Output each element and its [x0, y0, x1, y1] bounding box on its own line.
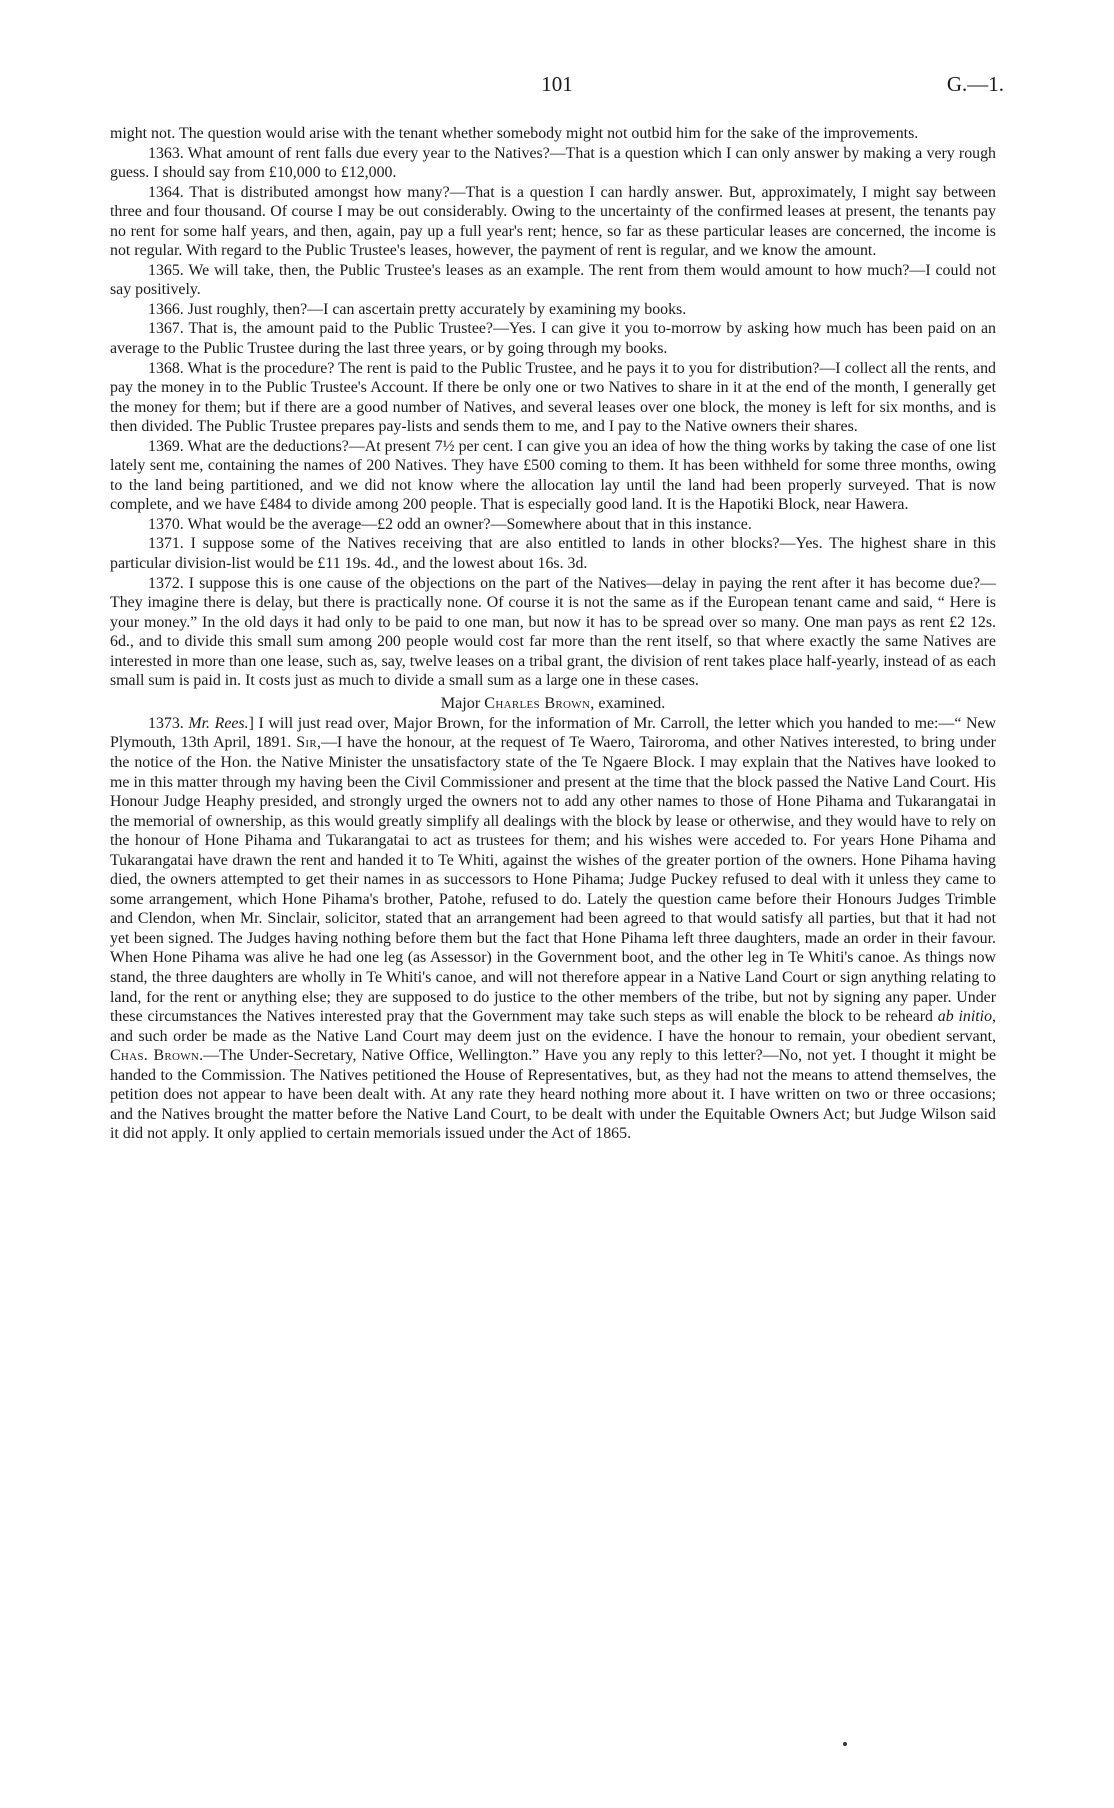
text-segment-b: ,—I have the honour, at the request of Te Waero, Tairoroma, and other Natives interested, to bring under the notice of the Hon. the Native Minister the unsatisfactory state of the Te Ngaere Block. I may explain that the Natives have looked to me in this matter through my having been the Civil Commissioner and present at the time that the block passed the Native Land Court. His Honour Judge Heaphy presided, and strongly urged the owners not to add any other names to those of Hone Pihama and Tukarangatai in the memorial of ownership, as this would greatly simplify all dealings with the block by lease or otherwise, and they would have to rely on the honour of Hone Pihama and Tukarangatai to act as trustees for them; and his wishes were acceded to. For years Hone Pihama and Tukarangatai have drawn the rent and handed it to Te Whiti, against the wishes of the greater portion of the owners. Hone Pihama having died, the owners attempted to get their names in as successors to Hone Pihama; Judge Puckey refused to deal with it unless they came to some arrangement, which Hone Pihama's brother, Patohe, refused to do. Lately the question came before their Honours Judges Trimble and Clendon, when Mr. Sinclair, solicitor, stated that an arrangement had been agreed to that would satisfy all parties, but that it had not yet been signed. The Judges having nothing before them but the fact that Hone Pihama left three daughters, made an order in their favour. When Hone Pihama was alive he had one leg (as Assessor) in the Government boot, and the other leg in Te Whiti's canoe. As things now stand, the three daughters are wholly in Te Whiti's canoe, and will not therefore appear in a Native Land Court or sign anything relating to land, for the rent or anything else; they are supposed to do justice to the other members of the tribe, but not by signing any paper. Under these circumstances the Natives interested pray that the Government may take such steps as will enable the block to be reheard — [110, 734, 996, 1026]
letter-salutation: Sir — [296, 734, 318, 752]
heading-suffix: , examined. — [590, 693, 666, 712]
paragraph-1369: 1369. What are the deductions?—At present 7½ per cent. I can give you an idea of how the thing works by taking the case of one list lately sent me, containing the names of 200 Natives. They have £500 coming to them. It has been withheld for some three months, owing to the land being partitioned, and we did not know where the allocation lay until the land had been properly surveyed. That is now complete, and we have £484 to divide among 200 people. That is especially good land. It is the Hapotiki Block, near Hawera. — [110, 437, 996, 514]
paragraph-1366: 1366. Just roughly, then?—I can ascertain pretty accurately by examining my books. — [148, 300, 687, 318]
paragraph-1373 — [110, 714, 996, 1144]
document-body — [110, 124, 996, 1144]
paragraph-1372: 1372. I suppose this is one cause of the objections on the part of the Natives—delay in paying the rent after it has become due?—They imagine there is delay, but there is practically none. Of course it is not the same as if the European tenant came and said, “ Here is your money.” In the old days it had only to be paid to one man, but now it has to be spread over so many. One man pays as rent £2 12s. 6d., and to divide this small sum among 200 people would cost far more than the rent itself, so that where exactly the same Natives are interested in more than one lease, such as, say, twelve leases on a tribal grant, the division of rent takes place half-yearly, instead of as each small sum is paid in. It costs just as much to divide a small sum as a large one in these cases. — [110, 574, 996, 690]
paragraph-1370: 1370. What would be the average—£2 odd an owner?—Somewhere about that in this instance. — [148, 515, 752, 533]
letter-signature: Chas. Brown — [110, 1047, 200, 1065]
section-heading — [110, 693, 996, 713]
speaker-name: Mr. Rees. — [188, 714, 249, 732]
print-mark — [843, 1742, 847, 1746]
text-segment-c: and such order be made as the Native Land Court may deem just on the evidence. I have the honour to remain, your obedient servant, — [110, 1027, 996, 1045]
paragraph-1367: 1367. That is, the amount paid to the Public Trustee?—Yes. I can give it you to-morrow by asking how much has been paid on an average to the Public Trustee during the last three years, or by going through my books. — [110, 320, 996, 358]
document-reference: G.—1. — [946, 72, 1004, 96]
text-segment-a: ] I will just read over, Major Brown, for the information of Mr. Carroll, the letter which you handed to me:—“ New Plymouth, 13th April, 1891. — [110, 714, 996, 752]
witness-name: Charles Brown — [484, 693, 591, 712]
paragraph-1368: 1368. What is the procedure? The rent is paid to the Public Trustee, and he pays it to you for distribution?—I collect all the rents, and pay the money in to the Public Trustee's Account. If there be only one or two Natives to share in it at the end of the month, I generally get the money for them; but if there are a good number of Natives, and several leases over one block, the money is left for six months, and is then divided. The Public Trustee prepares pay-lists and sends them to me, and I pay to the Native owners their shares. — [110, 359, 996, 436]
paragraph-1371: 1371. I suppose some of the Natives receiving that are also entitled to lands in other blocks?—Yes. The highest share in this particular division-list would be £11 19s. 4d., and the lowest about 16s. 3d. — [110, 535, 996, 573]
page-number: 101 — [541, 72, 573, 96]
paragraph-continuation: might not. The question would arise with the tenant whether somebody might not outbid him for the sake of the improvements. — [110, 125, 919, 142]
paragraph-1363: 1363. What amount of rent falls due every year to the Natives?—That is a question which I can only answer by making a very rough guess. I should say from £10,000 to £12,000. — [110, 144, 996, 182]
question-number: 1373. — [148, 714, 184, 732]
paragraph-1364: 1364. That is distributed amongst how many?—That is a question I can hardly answer. But, approximately, I might say between three and four thousand. Of course I may be out considerably. Owing to the uncertainty of the confirmed leases at present, the tenants pay no rent for some half years, and then, again, pay up a full year's rent; hence, so far as these particular leases are concerned, the income is not regular. With regard to the Public Trustee's leases, however, the payment of rent is regular, and we know the amount. — [110, 183, 996, 260]
text-segment-d: .—The Under-Secretary, Native Office, Wellington.” Have you any reply to this letter?—No, not yet. I thought it might be handed to the Commission. The Natives petitioned the House of Representatives, but, as they had not the means to attend themselves, the petition does not appear to have been dealt with. At any rate they heard nothing more about it. I have written on two or three occasions; and the Natives brought the matter before the Native Land Court, to be dealt with under the Equitable Owners Act; but Judge Wilson said it did not apply. It only applied to certain memorials issued under the Act of 1865. — [110, 1047, 997, 1143]
latin-phrase: ab initio, — [937, 1008, 997, 1026]
paragraph-1365: 1365. We will take, then, the Public Trustee's leases as an example. The rent from them would amount to how much?—I could not say positively. — [110, 261, 996, 299]
heading-prefix: Major — [440, 693, 481, 712]
page-header — [110, 72, 1004, 102]
